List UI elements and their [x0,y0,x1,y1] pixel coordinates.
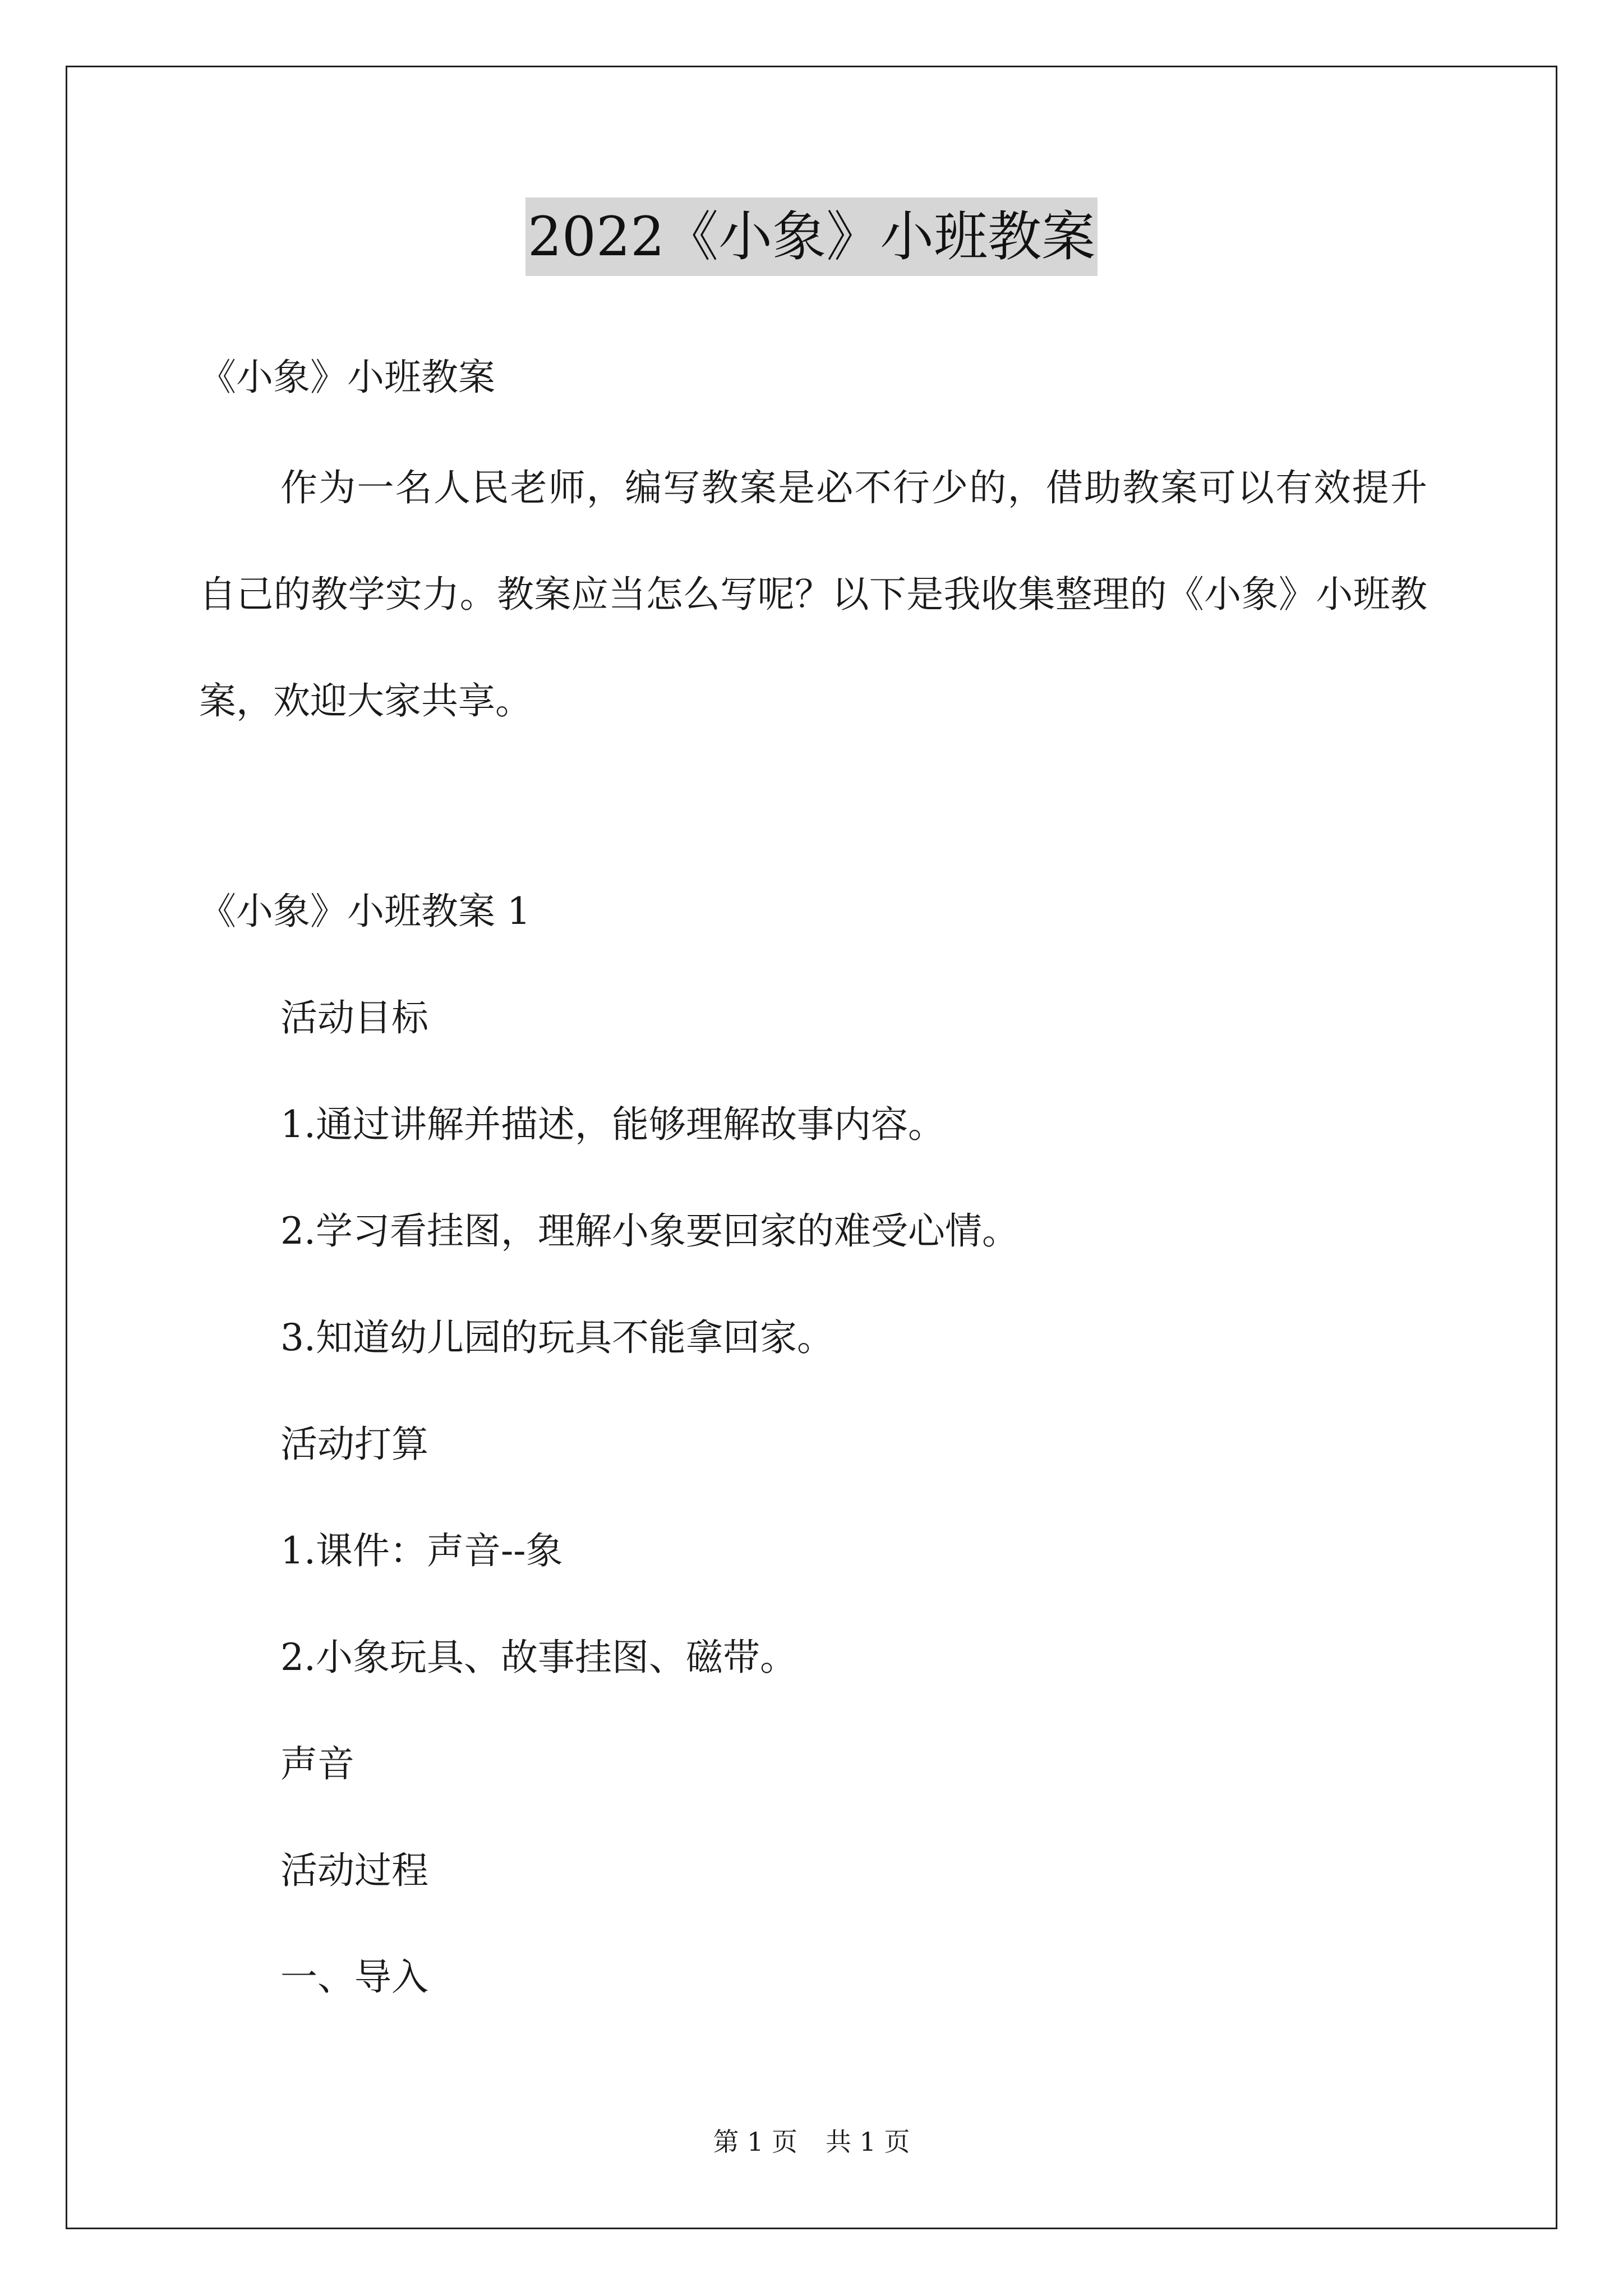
intro-paragraph: 作为一名人民老师，编写教案是必不行少的，借助教案可以有效提升自己的教学实力。教案应当怎么写呢？以下是我收集整理的《小象》小班教案，欢迎大家共享。 [199,466,1427,723]
section-heading: 《小象》小班教案 1 [199,890,531,933]
goal-item-1: 1.通过讲解并描述，能够理解故事内容。 [280,1103,945,1146]
document-subtitle: 《小象》小班教案 [199,356,495,399]
document-title: 2022《小象》小班教案 [525,197,1098,276]
goal-item-2: 2.学习看挂图，理解小象要回家的难受心情。 [280,1209,1019,1253]
sound-label: 声音 [280,1742,354,1786]
process-step-1: 一、导入 [280,1955,428,1999]
heading-activity-preparation: 活动打算 [280,1423,428,1466]
preparation-item-2: 2.小象玩具、故事挂图、磁带。 [280,1636,797,1679]
page-footer [0,2125,1623,2159]
title-container [0,197,1623,276]
heading-activity-process: 活动过程 [280,1849,428,1892]
heading-activity-goals: 活动目标 [280,996,428,1039]
preparation-item-1: 1.课件：声音--象 [280,1529,563,1572]
page-number: 第 1 页 [713,2127,797,2157]
page-total: 共 1 页 [826,2127,910,2157]
goal-item-3: 3.知道幼儿园的玩具不能拿回家。 [280,1316,834,1359]
